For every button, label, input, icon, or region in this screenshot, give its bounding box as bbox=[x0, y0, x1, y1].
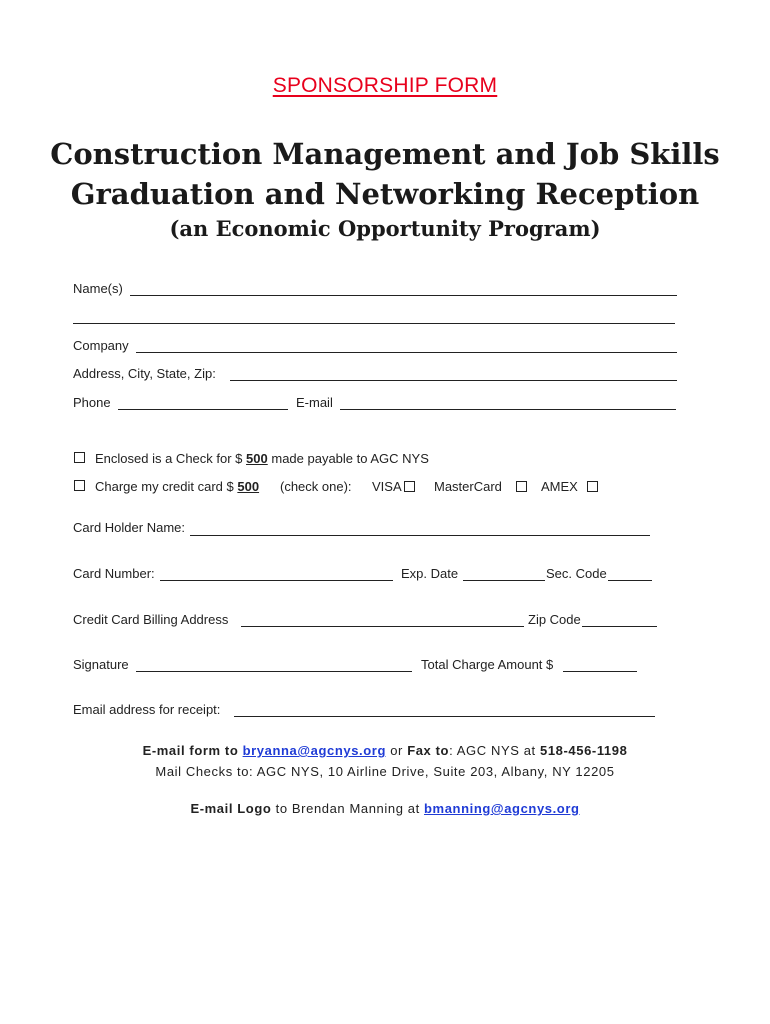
check-one-label: (check one): bbox=[280, 479, 352, 494]
exp-date-field[interactable] bbox=[463, 580, 545, 581]
mail-instructions: Mail Checks to: AGC NYS, 10 Airline Drive, Suite 203, Albany, NY 12205 bbox=[155, 764, 615, 779]
fax-rest: : AGC NYS at bbox=[449, 743, 536, 758]
names-field[interactable] bbox=[130, 295, 677, 296]
check-payment-checkbox[interactable] bbox=[74, 452, 85, 463]
zip-code-field[interactable] bbox=[582, 626, 657, 627]
visa-checkbox[interactable] bbox=[404, 481, 415, 492]
phone-field[interactable] bbox=[118, 409, 288, 410]
names-label: Name(s) bbox=[73, 281, 123, 296]
billing-address-label: Credit Card Billing Address bbox=[73, 612, 229, 627]
signature-label: Signature bbox=[73, 657, 129, 672]
or-text: or bbox=[390, 743, 403, 758]
receipt-email-field[interactable] bbox=[234, 716, 655, 717]
mastercard-checkbox[interactable] bbox=[516, 481, 527, 492]
card-payment-checkbox[interactable] bbox=[74, 480, 85, 491]
fax-number: 518-456-1198 bbox=[539, 743, 628, 758]
page-title bbox=[0, 134, 770, 214]
logo-label: E-mail Logo bbox=[190, 801, 272, 816]
phone-label: Phone bbox=[73, 395, 111, 410]
sec-code-field[interactable] bbox=[608, 580, 652, 581]
submit-instructions bbox=[0, 743, 770, 758]
sec-code-label: Sec. Code bbox=[546, 566, 607, 581]
logo-to-text: to Brendan Manning at bbox=[275, 801, 420, 816]
visa-label: VISA bbox=[372, 479, 402, 494]
total-charge-label: Total Charge Amount $ bbox=[421, 657, 554, 672]
email-label: E-mail bbox=[296, 395, 333, 410]
check-suffix: made payable to AGC NYS bbox=[271, 451, 429, 466]
names-field-line-2[interactable] bbox=[73, 323, 675, 324]
total-charge-field[interactable] bbox=[563, 671, 637, 672]
exp-date-label: Exp. Date bbox=[401, 566, 459, 581]
check-payment-text bbox=[95, 451, 429, 466]
amex-label: AMEX bbox=[541, 479, 578, 494]
card-amount: 500 bbox=[237, 479, 260, 494]
email-field[interactable] bbox=[340, 409, 676, 410]
signature-field[interactable] bbox=[136, 671, 412, 672]
receipt-email-label: Email address for receipt: bbox=[73, 702, 221, 717]
card-number-label: Card Number: bbox=[73, 566, 155, 581]
card-prefix: Charge my credit card $ bbox=[95, 479, 234, 494]
fax-label: Fax to bbox=[407, 743, 450, 758]
check-prefix: Enclosed is a Check for $ bbox=[95, 451, 243, 466]
card-holder-label: Card Holder Name: bbox=[73, 520, 185, 535]
zip-code-label: Zip Code bbox=[528, 612, 581, 627]
email-form-label: E-mail form to bbox=[142, 743, 239, 758]
logo-email-link[interactable]: bmanning@agcnys.org bbox=[424, 801, 580, 816]
address-label: Address, City, State, Zip: bbox=[73, 366, 216, 381]
mastercard-label: MasterCard bbox=[434, 479, 502, 494]
title-line-2: Graduation and Networking Reception bbox=[70, 177, 700, 211]
card-number-field[interactable] bbox=[160, 580, 393, 581]
card-holder-field[interactable] bbox=[190, 535, 650, 536]
company-label: Company bbox=[73, 338, 129, 353]
page-subtitle: (an Economic Opportunity Program) bbox=[169, 216, 601, 241]
address-field[interactable] bbox=[230, 380, 677, 381]
check-amount: 500 bbox=[246, 451, 268, 466]
billing-address-field[interactable] bbox=[241, 626, 524, 627]
card-payment-text bbox=[95, 479, 259, 494]
logo-instructions bbox=[0, 801, 770, 816]
email-link[interactable]: bryanna@agcnys.org bbox=[242, 743, 386, 758]
company-field[interactable] bbox=[136, 352, 677, 353]
amex-checkbox[interactable] bbox=[587, 481, 598, 492]
form-kicker: SPONSORSHIP FORM bbox=[272, 74, 498, 97]
title-line-1: Construction Management and Job Skills bbox=[50, 137, 720, 171]
